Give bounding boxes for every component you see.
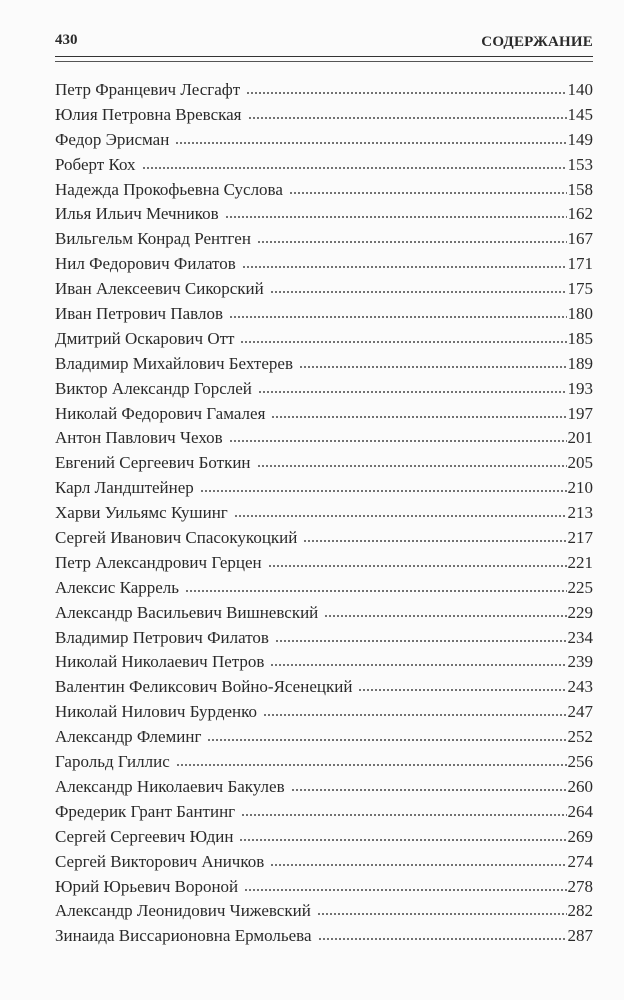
dot-leader [258,391,567,393]
entry-name: Сергей Иванович Спасокукоцкий [55,528,298,548]
dot-leader [229,440,567,442]
entry-page: 145 [567,104,593,124]
toc-entry [55,103,593,128]
header-rule-thin [55,61,593,62]
toc-entry [55,675,593,700]
toc-entry [55,875,593,900]
entry-name: Карл Ландштейнер [55,478,194,498]
dot-leader [358,689,566,691]
dot-leader [241,814,566,816]
entry-page: 153 [567,154,593,174]
entry-page: 221 [567,552,593,572]
entry-name: Юлия Петровна Вревская [55,104,242,124]
toc-entry [55,78,593,103]
dot-leader [142,167,567,169]
entry-name: Николай Нилович Бурденко [55,702,258,722]
entry-page: 175 [567,279,593,299]
toc-entry [55,302,593,327]
header-rule-thick [55,56,593,57]
dot-leader [257,465,567,467]
entry-page: 189 [567,353,593,373]
entry-page: 167 [567,229,593,249]
entry-page: 210 [567,478,593,498]
section-title: СОДЕРЖАНИЕ [481,34,593,50]
entry-page: 234 [567,627,593,647]
running-header [55,32,593,52]
entry-page: 239 [567,652,593,672]
toc-entry [55,202,593,227]
entry-name: Александр Флеминг [55,727,202,747]
dot-leader [303,540,566,542]
dot-leader [289,192,567,194]
entry-name: Надежда Прокофьевна Суслова [55,179,283,199]
entry-page: 201 [567,428,593,448]
dot-leader [268,565,567,567]
entry-name: Алексис Каррель [55,577,180,597]
entry-name: Антон Павлович Чехов [55,428,223,448]
toc-entry [55,451,593,476]
dot-leader [270,864,566,866]
entry-page: 158 [567,179,593,199]
dot-leader [229,316,567,318]
toc-entry [55,327,593,352]
entry-name: Александр Васильевич Вишневский [55,602,319,622]
page-number: 430 [55,32,78,48]
dot-leader [324,615,566,617]
entry-page: 287 [567,926,593,946]
toc-entry [55,924,593,949]
toc-entry [55,725,593,750]
dot-leader [291,789,567,791]
toc-entry [55,850,593,875]
toc-entry [55,128,593,153]
entry-name: Илья Ильич Мечников [55,204,219,224]
toc-entry [55,426,593,451]
toc-entry [55,775,593,800]
entry-page: 197 [567,403,593,423]
dot-leader [271,416,566,418]
entry-name: Петр Францевич Лесгафт [55,80,241,99]
entry-page: 171 [567,254,593,274]
dot-leader [257,241,567,243]
dot-leader [275,640,567,642]
toc-entry [55,899,593,924]
entry-name: Евгений Сергеевич Боткин [55,453,251,473]
dot-leader [234,515,567,517]
table-of-contents [55,78,593,949]
entry-name: Иван Алексеевич Сикорский [55,279,264,299]
entry-name: Федор Эрисман [55,129,170,149]
entry-name: Гарольд Гиллис [55,752,170,772]
entry-name: Виктор Александр Горслей [55,378,252,398]
entry-page: 260 [567,776,593,796]
entry-page: 282 [567,901,593,921]
dot-leader [175,142,566,144]
entry-name: Фредерик Грант Бантинг [55,801,236,821]
entry-page: 225 [567,577,593,597]
toc-entry [55,352,593,377]
entry-name: Харви Уильямс Кушинг [55,503,228,523]
toc-entry [55,800,593,825]
entry-page: 193 [567,378,593,398]
dot-leader [270,664,566,666]
toc-entry [55,700,593,725]
entry-name: Юрий Юрьевич Вороной [55,876,239,896]
entry-name: Дмитрий Оскарович Отт [55,328,235,348]
toc-entry [55,576,593,601]
toc-entry [55,650,593,675]
toc-entry [55,501,593,526]
dot-leader [317,913,567,915]
dot-leader [176,764,567,766]
dot-leader [263,714,566,716]
entry-name: Николай Федорович Гамалея [55,403,266,423]
toc-entry [55,476,593,501]
toc-entry [55,252,593,277]
entry-name: Роберт Кох [55,154,136,174]
dot-leader [207,739,566,741]
entry-name: Александр Николаевич Бакулев [55,776,285,796]
dot-leader [246,92,566,94]
entry-page: 269 [567,826,593,846]
entry-name: Сергей Сергеевич Юдин [55,826,234,846]
dot-leader [225,216,567,218]
dot-leader [270,291,567,293]
entry-page: 264 [567,801,593,821]
toc-entry [55,626,593,651]
entry-page: 162 [567,204,593,224]
entry-name: Нил Федорович Филатов [55,254,236,274]
dot-leader [239,839,566,841]
dot-leader [200,490,567,492]
dot-leader [240,341,566,343]
entry-page: 149 [567,129,593,149]
toc-entry [55,551,593,576]
entry-page: 185 [567,328,593,348]
dot-leader [248,117,567,119]
entry-page: 217 [567,528,593,548]
entry-name: Иван Петрович Павлов [55,304,223,324]
entry-page: 247 [567,702,593,722]
entry-page: 278 [567,876,593,896]
dot-leader [318,938,567,940]
entry-page: 180 [567,304,593,324]
toc-entry [55,526,593,551]
toc-entry [55,402,593,427]
entry-name: Сергей Викторович Аничков [55,851,265,871]
toc-entry [55,277,593,302]
entry-page: 252 [567,727,593,747]
entry-name: Вильгельм Конрад Рентген [55,229,251,249]
entry-name: Зинаида Виссарионовна Ермольева [55,926,312,946]
dot-leader [185,590,566,592]
entry-name: Николай Николаевич Петров [55,652,265,672]
entry-page: 205 [567,453,593,473]
entry-name: Александр Леонидович Чижевский [55,901,311,921]
dot-leader [242,266,567,268]
entry-name: Владимир Петрович Филатов [55,627,269,647]
entry-page: 256 [567,752,593,772]
entry-page: 274 [567,851,593,871]
entry-page: 213 [567,503,593,523]
toc-entry [55,377,593,402]
toc-entry [55,227,593,252]
entry-page: 243 [567,677,593,697]
entry-name: Валентин Феликсович Войно-Ясенецкий [55,677,353,697]
entry-name: Владимир Михайлович Бехтерев [55,353,293,373]
entry-name: Петр Александрович Герцен [55,552,262,572]
dot-leader [299,366,567,368]
entry-page: 140 [567,80,593,99]
entry-page: 229 [567,602,593,622]
toc-entry [55,750,593,775]
dot-leader [244,889,566,891]
toc-entry [55,601,593,626]
toc-entry [55,178,593,203]
toc-entry [55,153,593,178]
toc-entry [55,825,593,850]
